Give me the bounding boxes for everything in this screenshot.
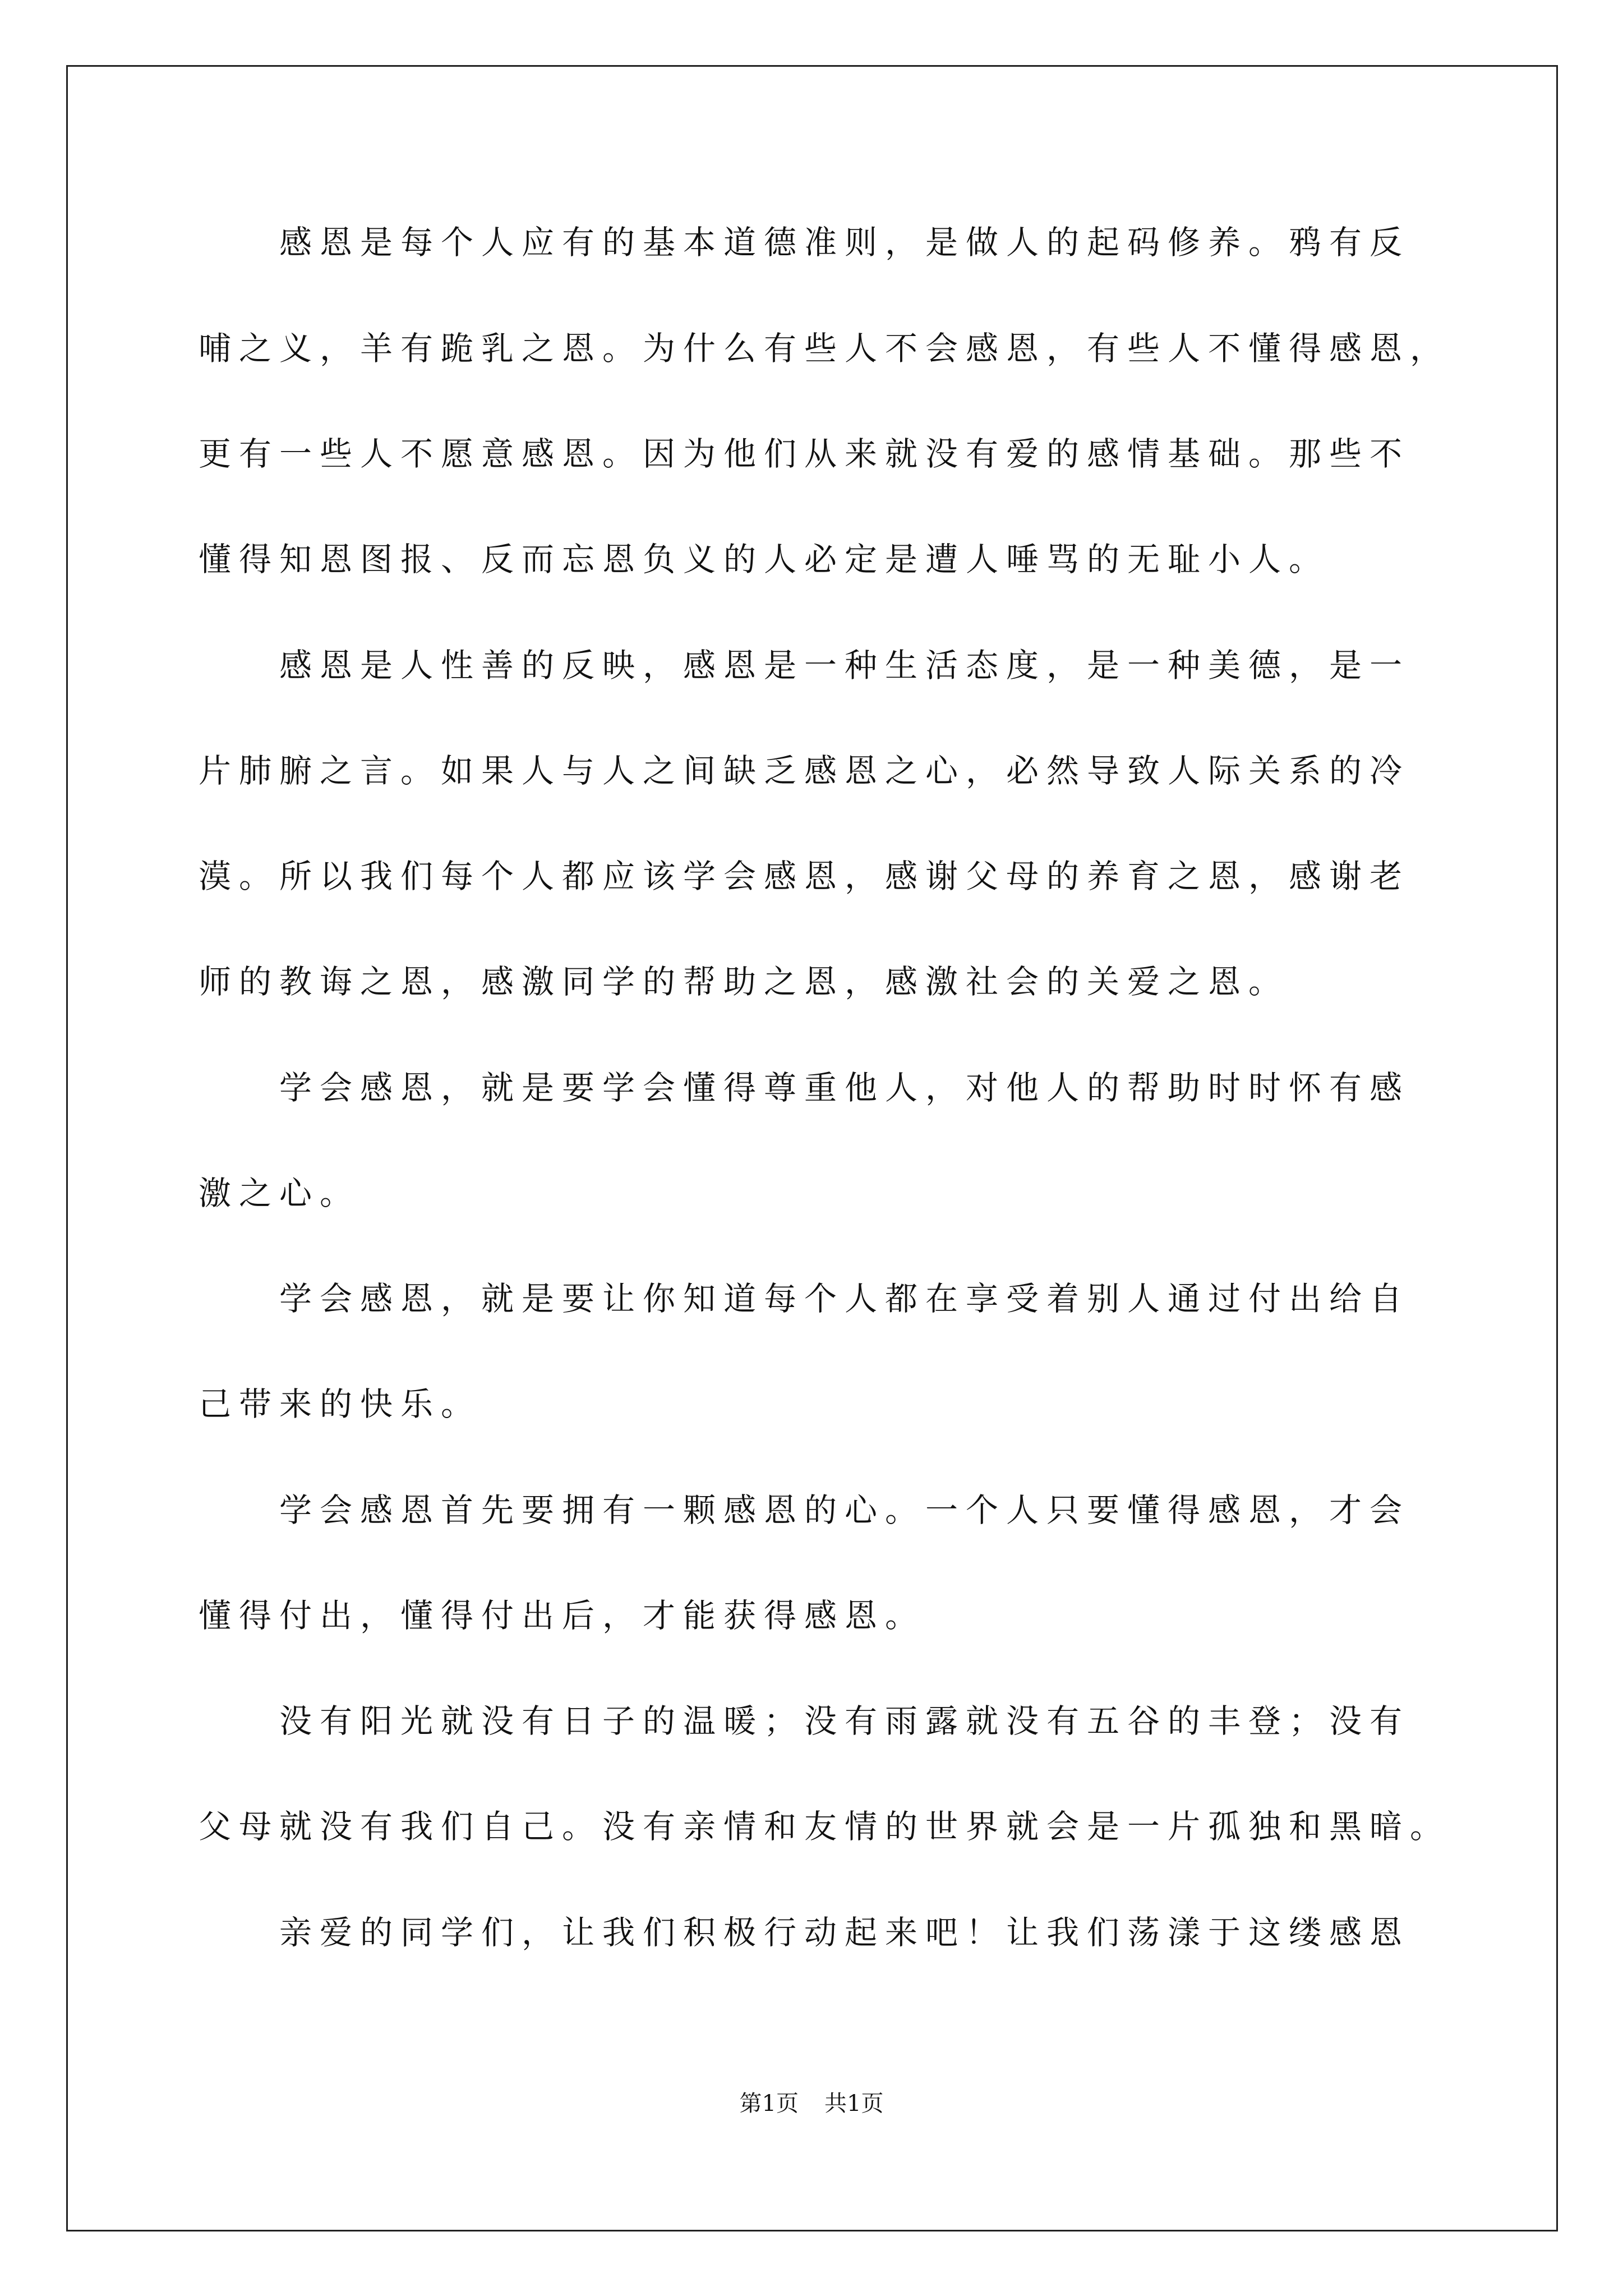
page-footer [0, 2090, 1623, 2117]
text-line: 感恩是人性善的反映，感恩是一种生活态度，是一种美德，是一 [199, 646, 1410, 684]
text-line: 感恩是每个人应有的基本道德准则，是做人的起码修养。鸦有反 [199, 223, 1410, 261]
page-border [66, 65, 1558, 2231]
text-line: 漠。所以我们每个人都应该学会感恩，感谢父母的养育之恩，感谢老 [199, 857, 1410, 895]
text-line: 懂得付出，懂得付出后，才能获得感恩。 [199, 1596, 926, 1635]
text-line: 父母就没有我们自己。没有亲情和友情的世界就会是一片孤独和黑暗。 [199, 1807, 1451, 1846]
text-line: 更有一些人不愿意感恩。因为他们从来就没有爱的感情基础。那些不 [199, 435, 1410, 473]
text-line: 学会感恩，就是要学会懂得尊重他人，对他人的帮助时时怀有感 [199, 1069, 1410, 1107]
text-line: 己带来的快乐。 [199, 1385, 482, 1423]
total-pages: 共1页 [824, 2091, 884, 2116]
page-number: 第1页 [739, 2091, 799, 2116]
text-line: 哺之义，羊有跪乳之恩。为什么有些人不会感恩，有些人不懂得感恩， [199, 329, 1451, 367]
text-line: 师的教诲之恩，感激同学的帮助之恩，感激社会的关爱之恩。 [199, 963, 1289, 1001]
text-line: 学会感恩首先要拥有一颗感恩的心。一个人只要懂得感恩，才会 [199, 1491, 1410, 1529]
text-line: 亲爱的同学们，让我们积极行动起来吧！让我们荡漾于这缕感恩 [199, 1913, 1410, 1952]
text-line: 激之心。 [199, 1174, 361, 1212]
text-line: 片肺腑之言。如果人与人之间缺乏感恩之心，必然导致人际关系的冷 [199, 752, 1410, 790]
text-line: 没有阳光就没有日子的温暖；没有雨露就没有五谷的丰登；没有 [199, 1702, 1410, 1740]
text-line: 学会感恩，就是要让你知道每个人都在享受着别人通过付出给自 [199, 1280, 1410, 1318]
text-line: 懂得知恩图报、反而忘恩负义的人必定是遭人唾骂的无耻小人。 [199, 540, 1330, 578]
